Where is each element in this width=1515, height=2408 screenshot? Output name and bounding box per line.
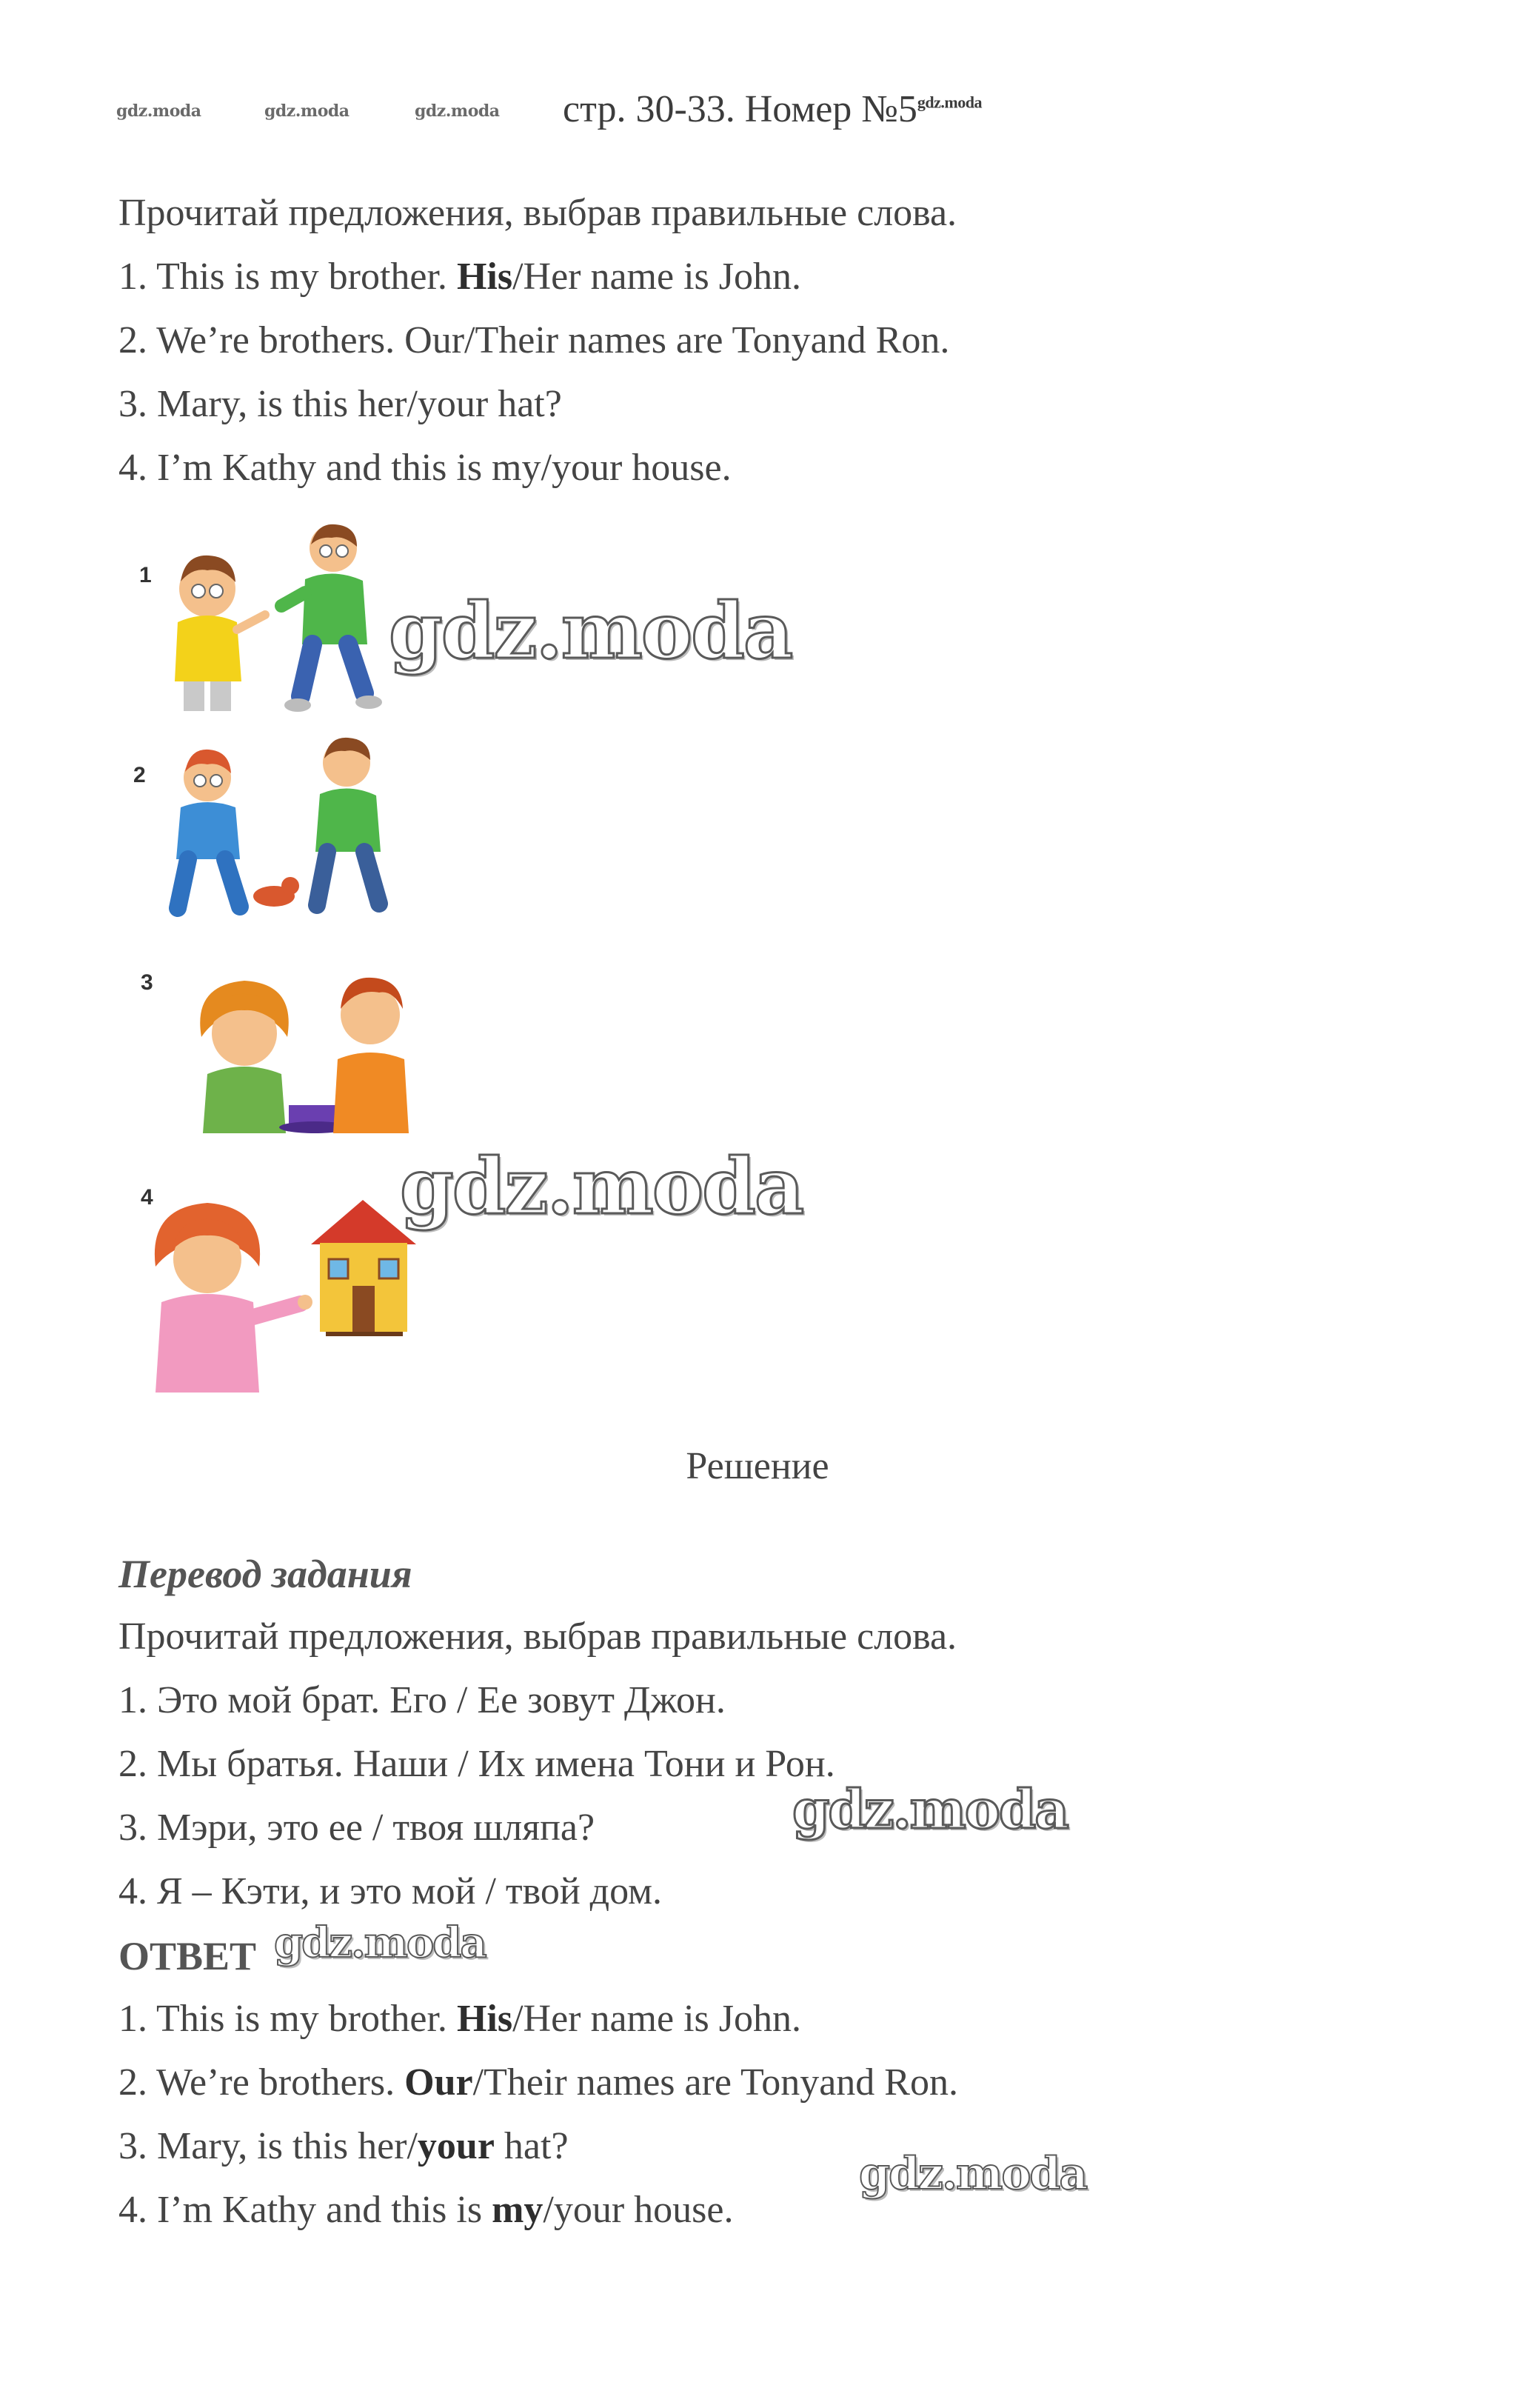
- translation-item: 4. Я – Кэти, и это мой / твой дом.: [118, 1870, 663, 1912]
- two-boys-pointing-illustration: 1: [118, 518, 415, 718]
- page-title-text: стр. 30-33. Номер №5: [563, 88, 917, 130]
- task-instruction: Прочитай предложения, выбрав правильные слова.: [118, 192, 957, 234]
- answer-item-1: 1. This is my brother. His/Her name is John.: [118, 1998, 802, 2040]
- girl-and-boy-with-hat-illustration: 3: [118, 941, 429, 1141]
- page-title: [563, 87, 982, 131]
- watermark-medium: gdz.moda: [859, 2148, 1087, 2200]
- watermark-medium: gdz.moda: [792, 1778, 1068, 1841]
- solution-label: Решение: [686, 1445, 829, 1487]
- task-item-3: 3. Mary, is this her/your hat?: [118, 383, 562, 425]
- watermark-small: gdz.moda: [415, 101, 500, 121]
- answer-item-4: 4. I’m Kathy and this is my/your house.: [118, 2189, 734, 2231]
- answer-item-3: 3. Mary, is this her/your hat?: [118, 2125, 569, 2167]
- task-item-1: 1. This is my brother. His/Her name is John.: [118, 256, 802, 298]
- watermark-small: gdz.moda: [264, 101, 350, 121]
- girl-pointing-at-house-illustration: 4: [118, 1155, 429, 1393]
- translation-item: 3. Мэри, это ее / твоя шляпа?: [118, 1807, 595, 1849]
- watermark-small: gdz.moda: [116, 101, 201, 121]
- answer-item-2: 2. We’re brothers. Our/Their names are Tonyand Ron.: [118, 2061, 958, 2104]
- task-item-4: 4. I’m Kathy and this is my/your house.: [118, 447, 732, 489]
- translation-heading: Перевод задания: [118, 1552, 412, 1596]
- translation-item: 1. Это мой брат. Его / Ее зовут Джон.: [118, 1679, 726, 1721]
- two-boys-walking-with-dog-illustration: 2: [118, 733, 415, 926]
- watermark-small: gdz.moda: [917, 93, 982, 112]
- translation-instruction: Прочитай предложения, выбрав правильные слова.: [118, 1615, 957, 1658]
- task-item-2: 2. We’re brothers. Our/Their names are Tonyand Ron.: [118, 319, 950, 361]
- watermark-medium: gdz.moda: [274, 1918, 486, 1967]
- answer-heading: ОТВЕТ: [118, 1934, 257, 1978]
- translation-item: 2. Мы братья. Наши / Их имена Тони и Рон.: [118, 1743, 835, 1785]
- watermark-large: gdz.moda: [389, 585, 792, 676]
- watermark-large: gdz.moda: [400, 1141, 803, 1232]
